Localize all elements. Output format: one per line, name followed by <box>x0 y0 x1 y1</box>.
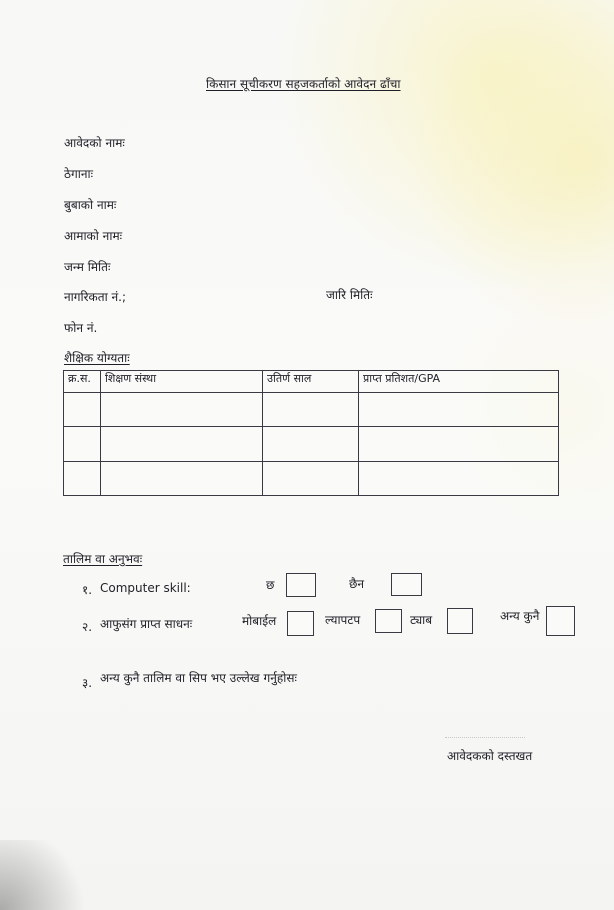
table-cell[interactable] <box>64 393 101 427</box>
table-cell[interactable] <box>64 461 101 495</box>
computer-skill-yes-label: छ <box>266 578 275 592</box>
table-header-row <box>64 371 559 393</box>
phone-number-label: फोन नं. <box>64 321 98 335</box>
column-passed-year: उतिर्ण साल <box>263 371 359 393</box>
computer-skill-no-checkbox[interactable] <box>391 573 422 596</box>
table-cell[interactable] <box>263 393 359 427</box>
education-heading: शैक्षिक योग्यताः <box>64 351 130 365</box>
column-percentage-gpa: प्राप्त प्रतिशत/GPA <box>359 371 559 393</box>
table-cell[interactable] <box>359 427 559 461</box>
device-label: आफुसंग प्राप्त साधनः <box>100 617 193 631</box>
mobile-checkbox[interactable] <box>287 611 314 636</box>
tab-checkbox[interactable] <box>447 608 473 634</box>
table-cell[interactable] <box>101 461 263 495</box>
table-cell[interactable] <box>359 461 559 495</box>
laptop-checkbox[interactable] <box>375 609 402 633</box>
other-device-checkbox[interactable] <box>546 606 575 636</box>
computer-skill-yes-checkbox[interactable] <box>286 573 316 597</box>
table-cell[interactable] <box>64 427 101 461</box>
training-heading: तालिम वा अनुभवः <box>63 552 143 566</box>
column-institution: शिक्षण संस्था <box>101 371 263 393</box>
table-cell[interactable] <box>359 393 559 427</box>
table-cell[interactable] <box>101 393 263 427</box>
education-table-wrapper <box>63 370 558 496</box>
computer-skill-no-label: छैन <box>349 577 365 591</box>
table-row <box>64 427 559 461</box>
device-number: २. <box>82 620 93 634</box>
laptop-label: ल्यापटप <box>325 613 361 627</box>
citizenship-number-label: नागरिकता नं.; <box>64 290 127 304</box>
signature-line <box>445 737 525 738</box>
other-skill-label: अन्य कुनै तालिम वा सिप भए उल्लेख गर्नुहोसः <box>100 671 297 685</box>
paper-shadow <box>0 840 95 910</box>
applicant-name-label: आवेदको नामः <box>64 136 125 150</box>
table-cell[interactable] <box>263 427 359 461</box>
other-device-label: अन्य कुनै <box>500 609 540 623</box>
address-label: ठेगानाः <box>64 167 94 181</box>
table-row <box>64 393 559 427</box>
mother-name-label: आमाको नामः <box>64 229 123 243</box>
education-table <box>63 370 559 496</box>
mobile-label: मोबाईल <box>242 614 277 628</box>
issue-date-label: जारि मितिः <box>326 288 373 302</box>
father-name-label: बुबाको नामः <box>64 198 117 212</box>
other-skill-number: ३. <box>82 676 93 690</box>
tab-label: ट्याब <box>410 613 433 627</box>
column-serial-number: क्र.स. <box>64 371 101 393</box>
table-cell[interactable] <box>101 427 263 461</box>
computer-skill-number: १. <box>82 583 93 597</box>
table-cell[interactable] <box>263 461 359 495</box>
form-title: किसान सूचीकरण सहजकर्ताको आवेदन ढाँचा <box>206 77 401 91</box>
signature-label: आवेदकको दस्तखत <box>447 749 533 763</box>
computer-skill-label: Computer skill: <box>100 581 191 595</box>
birth-date-label: जन्म मितिः <box>64 260 111 274</box>
table-row <box>64 461 559 495</box>
